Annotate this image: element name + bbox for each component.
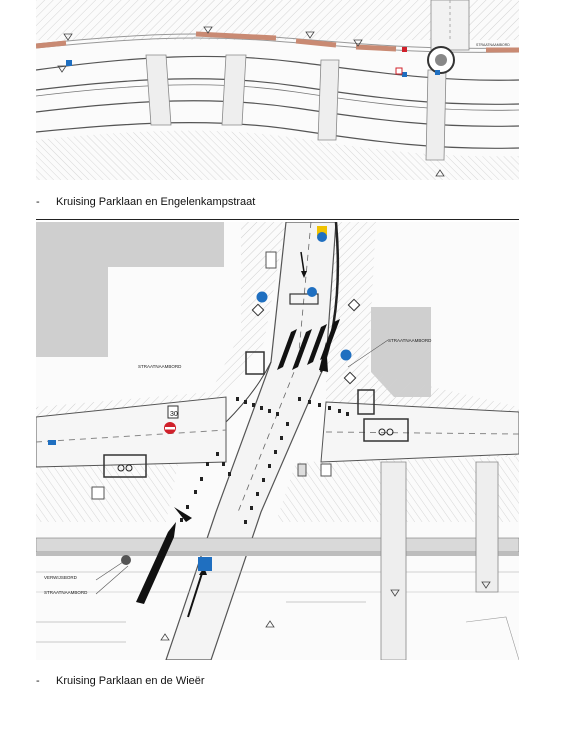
plan-top-label-name-sign: STRAATNAAMBORD [476, 43, 510, 47]
building-block [168, 222, 224, 267]
building-block [36, 222, 168, 267]
label-direction-sign: VERWIJSBORD [44, 575, 77, 580]
caption-bullet: - [36, 196, 40, 208]
caption-engelenkampstraat [36, 195, 255, 209]
caption-text: Kruising Parklaan en Engelenkampstraat [56, 196, 256, 208]
label-name-sign-left: STRAATNAAMBORD [138, 364, 182, 369]
label-name-sign-bottom: STRAATNAAMBORD [44, 590, 88, 595]
caption-text: Kruising Parklaan en de Wieër [56, 675, 205, 687]
caption-wieer [36, 674, 205, 688]
plan-drawing-engelenkampstraat [36, 0, 519, 180]
label-name-sign-right: STRAATNAAMBORD [388, 338, 432, 343]
caption-bullet: - [36, 675, 40, 687]
blue-square-sign-icon [198, 557, 212, 571]
section-divider [36, 219, 519, 220]
plan-bottom-svg [36, 222, 519, 660]
building-block [36, 267, 108, 357]
speed-limit-number: 30 [170, 411, 178, 418]
blue-round-sign-icon [257, 292, 268, 303]
plan-drawing-wieer [36, 222, 519, 660]
plan-top-svg [36, 0, 519, 180]
